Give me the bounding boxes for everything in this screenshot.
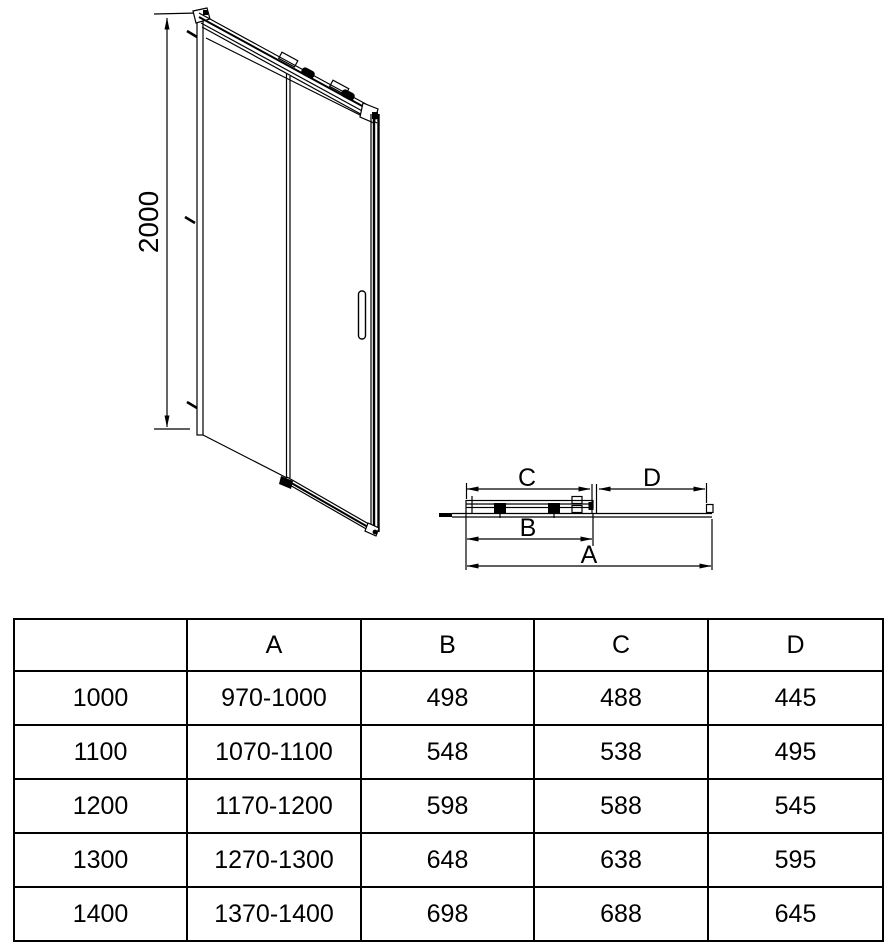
- dim-c-label: C: [517, 464, 537, 492]
- table-row: [14, 779, 883, 833]
- dim-a-label: A: [580, 541, 598, 569]
- dimension-c: [467, 464, 591, 499]
- header-cell-size: [14, 619, 187, 671]
- dim-d-label: D: [642, 464, 662, 492]
- sliding-door: [359, 112, 379, 532]
- table-header: [14, 619, 883, 671]
- dimensions-table: [13, 618, 884, 942]
- table-cell: 970-1000: [187, 671, 361, 725]
- table-row: [14, 887, 883, 941]
- table-header-row: [14, 619, 883, 671]
- header-cell-d: D: [708, 619, 883, 671]
- table-cell: 545: [708, 779, 883, 833]
- table-cell: 548: [361, 725, 534, 779]
- table-row: [14, 671, 883, 725]
- plan-roller: [494, 503, 506, 513]
- plan-view: [439, 464, 713, 570]
- table-cell: 1270-1300: [187, 833, 361, 887]
- bottom-rail-end-cap: [365, 523, 379, 536]
- table-cell: 445: [708, 671, 883, 725]
- table-cell: 645: [708, 887, 883, 941]
- table-row: [14, 833, 883, 887]
- table-cell: 1070-1100: [187, 725, 361, 779]
- plan-roller: [548, 503, 560, 513]
- table-cell: 1400: [14, 887, 187, 941]
- table-body: [14, 671, 883, 941]
- anti-jump-block: [572, 506, 582, 513]
- wall-profile: [185, 8, 210, 435]
- table-cell: 1200: [14, 779, 187, 833]
- top-track: [199, 13, 378, 123]
- table-cell: 688: [534, 887, 708, 941]
- fixed-panel: [203, 74, 293, 489]
- height-dimension: [133, 13, 198, 429]
- header-cell-b: B: [361, 619, 534, 671]
- table-cell: 638: [534, 833, 708, 887]
- dimension-a: [467, 519, 712, 570]
- dimension-b: [466, 511, 593, 570]
- table-cell: 1000: [14, 671, 187, 725]
- table-cell: 498: [361, 671, 534, 725]
- table-cell: 588: [534, 779, 708, 833]
- table-cell: 1370-1400: [187, 887, 361, 941]
- table-cell: 538: [534, 725, 708, 779]
- table-row: [14, 725, 883, 779]
- dim-b-label: B: [519, 514, 537, 542]
- table-cell: 648: [361, 833, 534, 887]
- door-handle: [359, 291, 366, 339]
- front-view: [133, 8, 379, 536]
- table-cell: 488: [534, 671, 708, 725]
- header-cell-a: A: [187, 619, 361, 671]
- track-end-cap: [360, 103, 378, 123]
- dimension-d: [599, 464, 707, 503]
- table-cell: 1100: [14, 725, 187, 779]
- table-cell: 598: [361, 779, 534, 833]
- height-dimension-label: 2000: [133, 190, 164, 254]
- table-cell: 1300: [14, 833, 187, 887]
- table-cell: 595: [708, 833, 883, 887]
- table-cell: 1170-1200: [187, 779, 361, 833]
- header-cell-c: C: [534, 619, 708, 671]
- plan-fixed-panel: [439, 496, 713, 517]
- table-cell: 495: [708, 725, 883, 779]
- bottom-rail: [287, 477, 379, 536]
- table-cell: 698: [361, 887, 534, 941]
- wall-bracket: [707, 505, 714, 513]
